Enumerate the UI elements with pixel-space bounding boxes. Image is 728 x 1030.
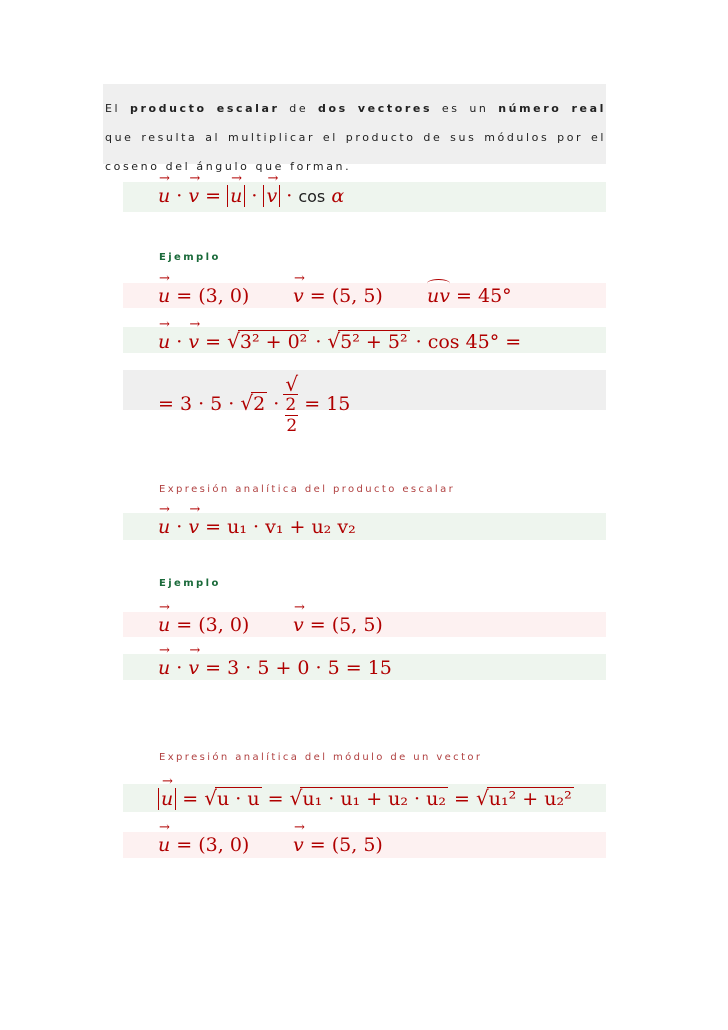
- vector-v-definition: → v = (5, 5): [293, 834, 383, 856]
- analytic-dot-product: → u · → v = u₁ · v₁ + u₂ v₂: [158, 516, 356, 538]
- intro-text: El producto escalar de dos vectores es un número real que resulta al multiplicar el producto de sus módulos por el coseno del ángulo que forman.: [105, 102, 606, 173]
- example-heading: Ejemplo: [159, 252, 221, 263]
- example-result: → u · → v = 3 · 5 + 0 · 5 = 15: [158, 657, 392, 679]
- vector-modulus-formula: → u = √u · u = √u₁ · u₁ + u₂ · u₂ = √u₁² + u₂²: [158, 786, 574, 810]
- vector-v-definition: → v = (5, 5): [293, 285, 383, 307]
- intro-box: [103, 84, 606, 173]
- dot-product-formula: → u · → v = → u · → v · cos α: [158, 185, 344, 207]
- vector-u-definition: → u = (3, 0): [158, 285, 249, 307]
- section-heading: Expresión analítica del módulo de un vector: [159, 752, 483, 763]
- vector-v-definition: → v = (5, 5): [293, 614, 383, 636]
- example-step-2: = 3 · 5 · √2 · √ 2 2 = 15: [158, 372, 351, 436]
- section-heading: Expresión analítica del producto escalar: [159, 484, 456, 495]
- vector-u-definition: → u = (3, 0): [158, 834, 249, 856]
- vector-u-definition: → u = (3, 0): [158, 614, 249, 636]
- example-step-1: → u · → v = √3² + 0² · √5² + 5² · cos 45° =: [158, 329, 521, 353]
- angle-definition: uv = 45°: [427, 285, 512, 307]
- example-heading: Ejemplo: [159, 578, 221, 589]
